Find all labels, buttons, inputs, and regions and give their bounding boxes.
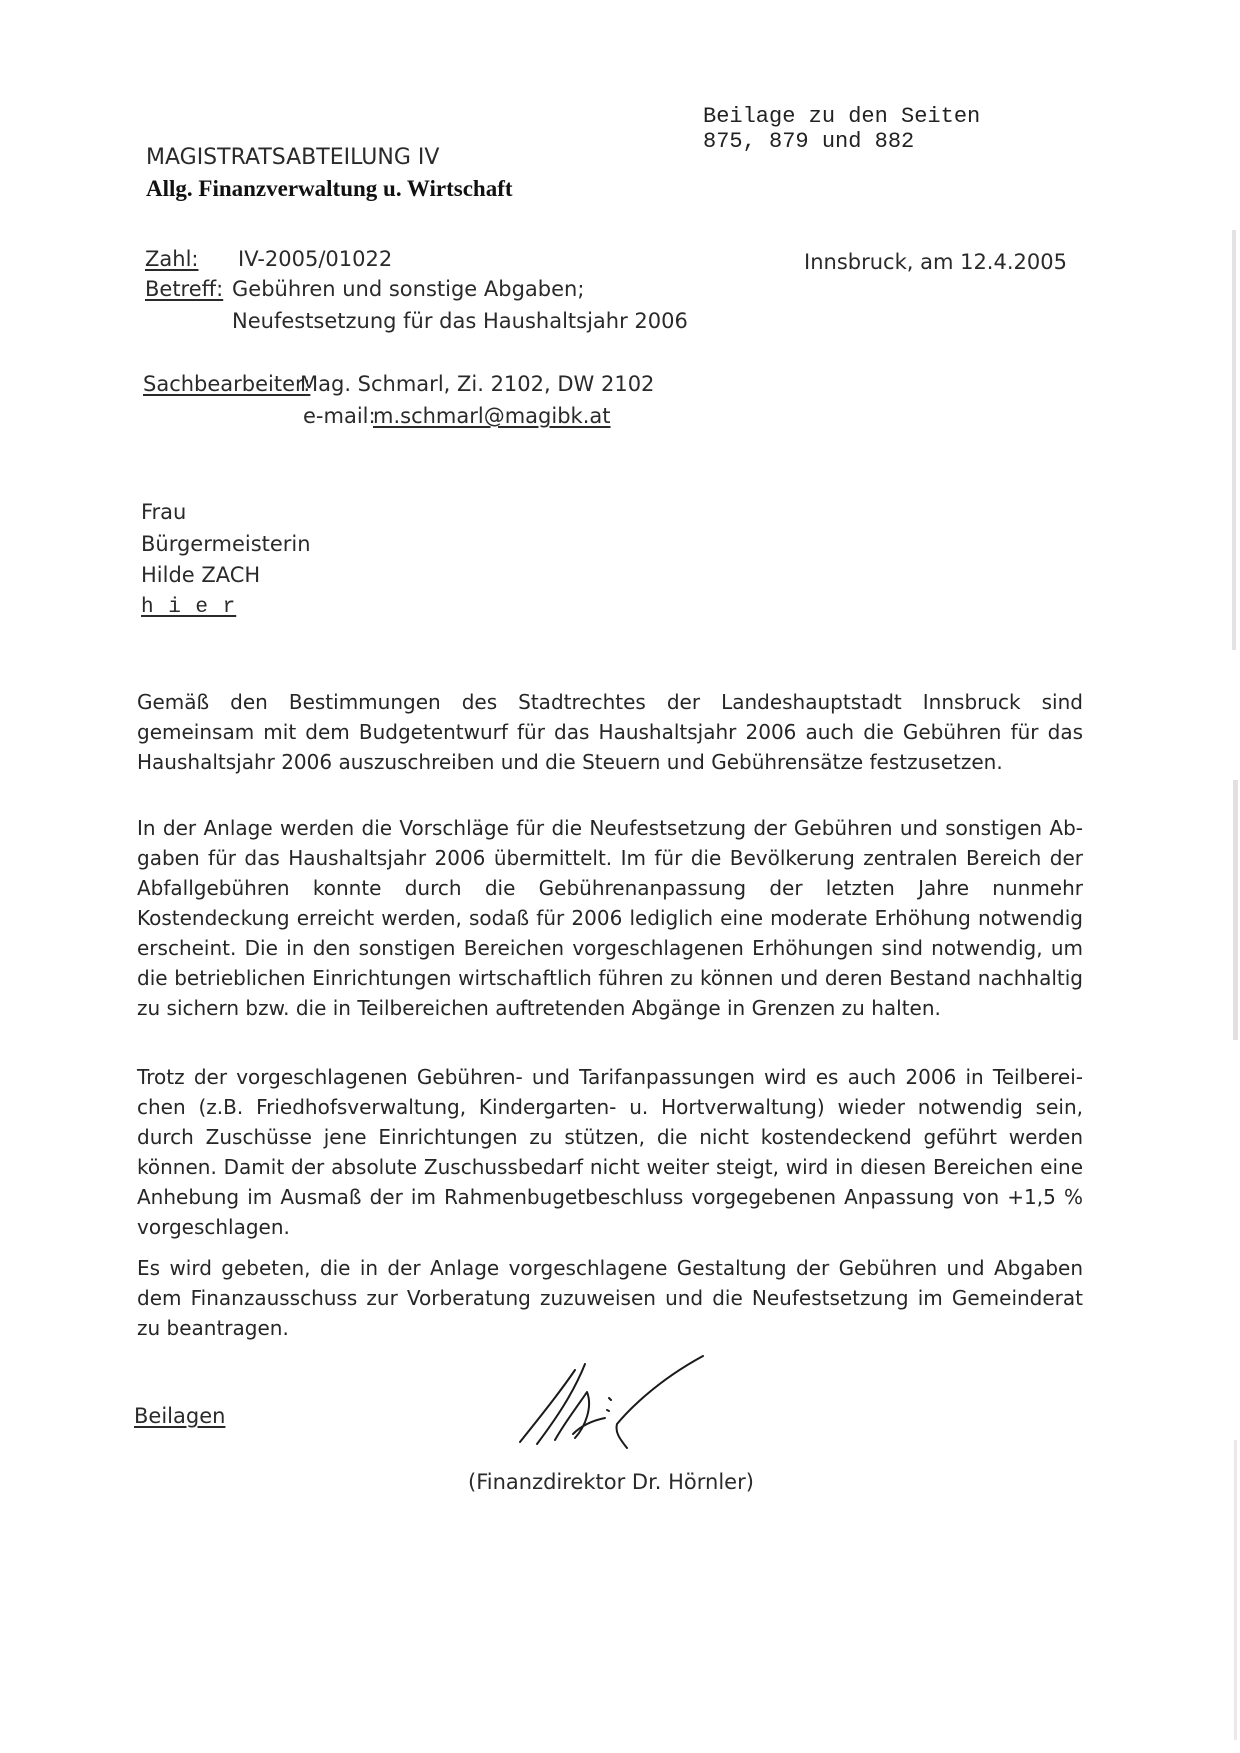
enclosures-label: Beilagen: [134, 1404, 226, 1428]
body-paragraph-2: In der Anlage werden die Vorschläge für die Neufestsetzung der Gebühren und sonstigen Abgaben für das Haushaltsjahr 2006 übermittelt. Im für die Bevölkerung zentralen Bereich der Abfallgebühren konnte durch die Gebührenanpassung der letzten Jahre nunmehr Kostendeckung erreicht werden, sodaß für 2006 lediglich eine moderate Erhöhung notwendig erscheint. Die in den sonstigen Bereichen vorgeschlagenen Erhöhungen sind notwendig, um die betrieblichen Einrichtungen wirtschaftlich führen zu können und deren Bestand nachhaltig zu sichern bzw. die in Teilbereichen auftretenden Abgänge in Grenzen zu halten.: [137, 816, 1083, 1020]
betreff-line2: Neufestsetzung für das Haushaltsjahr 2006: [232, 309, 688, 333]
betreff-label: Betreff:: [145, 277, 224, 301]
email-link[interactable]: m.schmarl@magibk.at: [373, 404, 611, 428]
sachbearbeiter-label: Sachbearbeiter:: [143, 372, 311, 396]
email-label: e-mail:: [303, 404, 376, 428]
division-title: Allg. Finanzverwaltung u. Wirtschaft: [146, 176, 513, 201]
zahl-value: IV-2005/01022: [238, 247, 393, 271]
scan-edge-mark: [1234, 1440, 1237, 1740]
body-paragraph-3: Trotz der vorgeschlagenen Gebühren- und Tarifanpassungen wird es auch 2006 in Teilbereichen (z.B. Friedhofsverwaltung, Kindergarten- u. Hortverwaltung) wieder notwendig sein, durch Zuschüsse jene Einrichtungen zu stützen, die nicht kostendeckend geführt werden können. Damit der absolute Zuschussbedarf nicht weiter steigt, wird in diesen Bereichen eine Anhebung im Ausmaß der im Rahmenbugetbeschluss vorgegebenen Anpassung von +1,5 % vorgeschlagen.: [137, 1065, 1083, 1239]
recipient-local: h i e r: [141, 595, 237, 619]
department-title: MAGISTRATSABTEILUNG IV: [146, 145, 440, 170]
zahl-label: Zahl:: [145, 247, 199, 271]
betreff-line1: Gebühren und sonstige Abgaben;: [232, 277, 585, 301]
scan-edge-mark: [1233, 780, 1238, 1040]
recipient-title: Bürgermeisterin: [141, 531, 311, 556]
body-paragraph-1: Gemäß den Bestimmungen des Stadtrechtes der Landeshauptstadt Innsbruck sind gemeinsam mit dem Budgetentwurf für das Haushaltsjahr 2006 auch die Gebühren für das Haushaltsjahr 2006 auszuschreiben und die Steuern und Gebührensätze festzusetzen.: [137, 690, 1083, 774]
recipient-name: Hilde ZACH: [141, 563, 261, 587]
signature: [515, 1352, 715, 1452]
scan-edge-mark: [1232, 230, 1236, 650]
annex-note: [703, 104, 980, 154]
annex-note-line2: 875, 879 und 882: [703, 129, 915, 154]
sachbearbeiter-value: Mag. Schmarl, Zi. 2102, DW 2102: [300, 372, 655, 396]
recipient-salutation: Frau: [141, 500, 187, 524]
annex-note-line1: Beilage zu den Seiten: [703, 104, 981, 129]
recipient-address: [141, 497, 311, 623]
body-paragraph-4: Es wird gebeten, die in der Anlage vorgeschlagene Gestaltung der Gebühren und Abgaben dem Finanzausschuss zur Vorberatung zuzuweisen und die Neufestsetzung im Gemeinderat zu beantragen.: [137, 1256, 1083, 1340]
signatory-name: (Finanzdirektor Dr. Hörnler): [468, 1470, 754, 1494]
place-date: Innsbruck, am 12.4.2005: [804, 250, 1067, 274]
